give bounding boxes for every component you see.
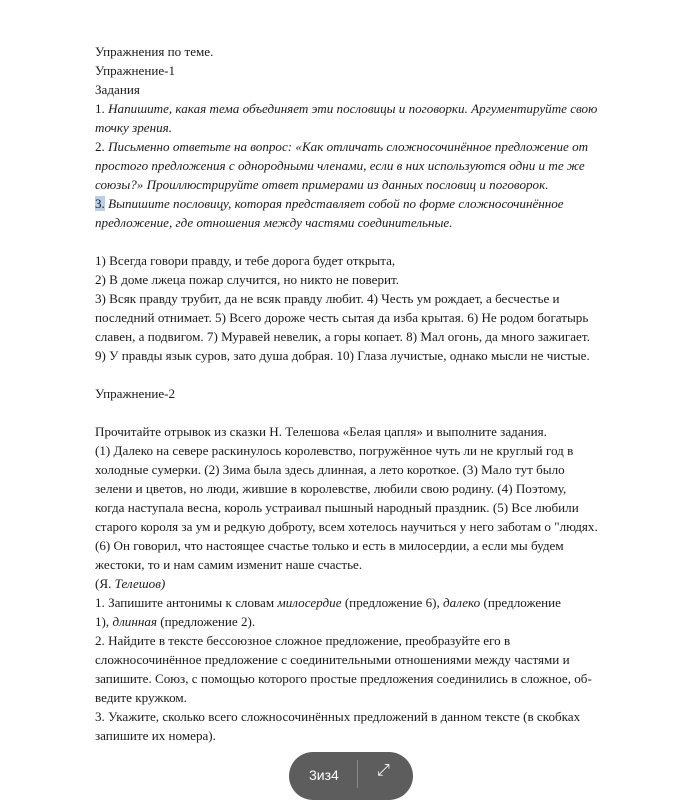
question-3-line-2: запишите их номера). (95, 728, 216, 743)
question-2-line-4: ведите кружком. (95, 690, 187, 705)
proverb-line-2: 2) В доме лжеца пожар случится, но никто не поверит. (95, 272, 400, 287)
question-1-text-e: (предложение 2). (156, 614, 256, 629)
proverb-line-4: последний отнимает. 5) Всего дороже честь сытая да изба крытая. 6) Не родом богатырь (95, 310, 589, 325)
proverb-line-1: 1) Всегда говори правду, и тебе дорога будет открыта, (95, 253, 396, 268)
question-1-line-2 (95, 612, 660, 631)
question-1-word-3: длинная (112, 614, 157, 629)
author-name: Телешов) (114, 576, 166, 591)
exercise-2-title: Упражнение-2 (95, 386, 176, 401)
task-1-line-1 (95, 99, 660, 118)
story-author (95, 574, 660, 593)
tasks-title: Задания (95, 82, 140, 97)
exercise-1-title: Упражнение-1 (95, 63, 176, 78)
proverb-line-6: 9) У правды язык суров, зато душа добрая. 10) Глаза лучистые, однако мысли не чистые. (95, 348, 590, 363)
story-line-3: зелени и цветов, но люди, жившие в королевстве, любили свою родину. (4) Поэтому, (95, 481, 567, 496)
proverb-line-5: славен, а подвигом. 7) Муравей невелик, а горы копает. 8) Мал огонь, да много зажигает. (95, 329, 590, 344)
document-page (95, 42, 660, 745)
question-2-line-1: 2. Найдите в тексте бессоюзное сложное предложение, преобразуйте его в (95, 633, 511, 648)
question-1-text-d: 1), (95, 614, 113, 629)
task-2-line-1 (95, 137, 660, 156)
question-1-word-1: милосердие (277, 595, 342, 610)
task-2-text: Письменно ответьте на вопрос: «Как отличать сложносочинённое предложение от (108, 139, 589, 154)
story-line-6: (6) Он говорил, что настоящее счастье только и есть в милосердии, а если мы будем (95, 538, 564, 553)
expand-icon[interactable]: ⤢ (377, 762, 390, 779)
task-1-number: 1. (95, 101, 109, 116)
question-1-text-b: (предложение 6), (341, 595, 444, 610)
task-1-line-2: точку зрения. (95, 120, 172, 135)
pill-divider (357, 760, 358, 788)
task-3-line-1 (95, 194, 660, 213)
document-heading: Упражнения по теме. (95, 44, 214, 59)
question-1-word-2: далеко (443, 595, 481, 610)
task-3-line-2: предложение, где отношения между частями соединительные. (95, 215, 453, 230)
story-line-5: старого короля за ум и редкую доброту, всем хотелось научиться у него заботам о "людях. (95, 519, 598, 534)
proverb-line-3: 3) Всяк правду трубит, да не всяк правду любит. 4) Честь ум рождает, а бесчестье и (95, 291, 560, 306)
page-navigation-pill[interactable] (289, 752, 413, 800)
story-line-7: жестоки, то и нам самим изменит наше счастье. (95, 557, 363, 572)
task-3-text: Выпишите пословицу, которая представляет собой по форме сложносочинённое (104, 196, 564, 211)
task-2-number: 2. (95, 139, 109, 154)
question-2-line-3: запишите. Союз, с помощью которого простые предложения соединились в сложное, об- (95, 671, 592, 686)
question-2-line-2: сложносочинённое предложение с соединительными отношениями между частями и (95, 652, 570, 667)
question-1-text-a: 1. Запишите антонимы к словам (95, 595, 278, 610)
question-1-line-1 (95, 593, 660, 612)
author-prefix: (Я. (95, 576, 115, 591)
task-2-line-2: простого предложения с однородными членами, если в них используются одни и те же (95, 158, 585, 173)
question-3-line-1: 3. Укажите, сколько всего сложносочинённых предложений в данном тексте (в скобках (95, 709, 581, 724)
task-3-number-highlighted[interactable]: 3. (95, 196, 105, 211)
story-line-4: когда наступала весна, король устраивал пышный народный праздник. (5) Все любили (95, 500, 579, 515)
task-1-text: Напишите, какая тема объединяет эти пословицы и поговорки. Аргументируйте свою (108, 101, 598, 116)
exercise-2-intro: Прочитайте отрывок из сказки Н. Телешова «Белая цапля» и выполните задания. (95, 424, 547, 439)
page-indicator: 3из4 (309, 767, 339, 783)
story-line-1: (1) Далеко на севере раскинулось королевство, погружённое чуть ли не круглый год в (95, 443, 574, 458)
story-line-2: холодные сумерки. (2) Зима была здесь длинная, а лето короткое. (3) Мало тут было (95, 462, 565, 477)
question-1-text-c: (предложение (480, 595, 561, 610)
task-2-line-3: союзы?» Проиллюстрируйте ответ примерами из данных пословиц и поговорок. (95, 177, 549, 192)
